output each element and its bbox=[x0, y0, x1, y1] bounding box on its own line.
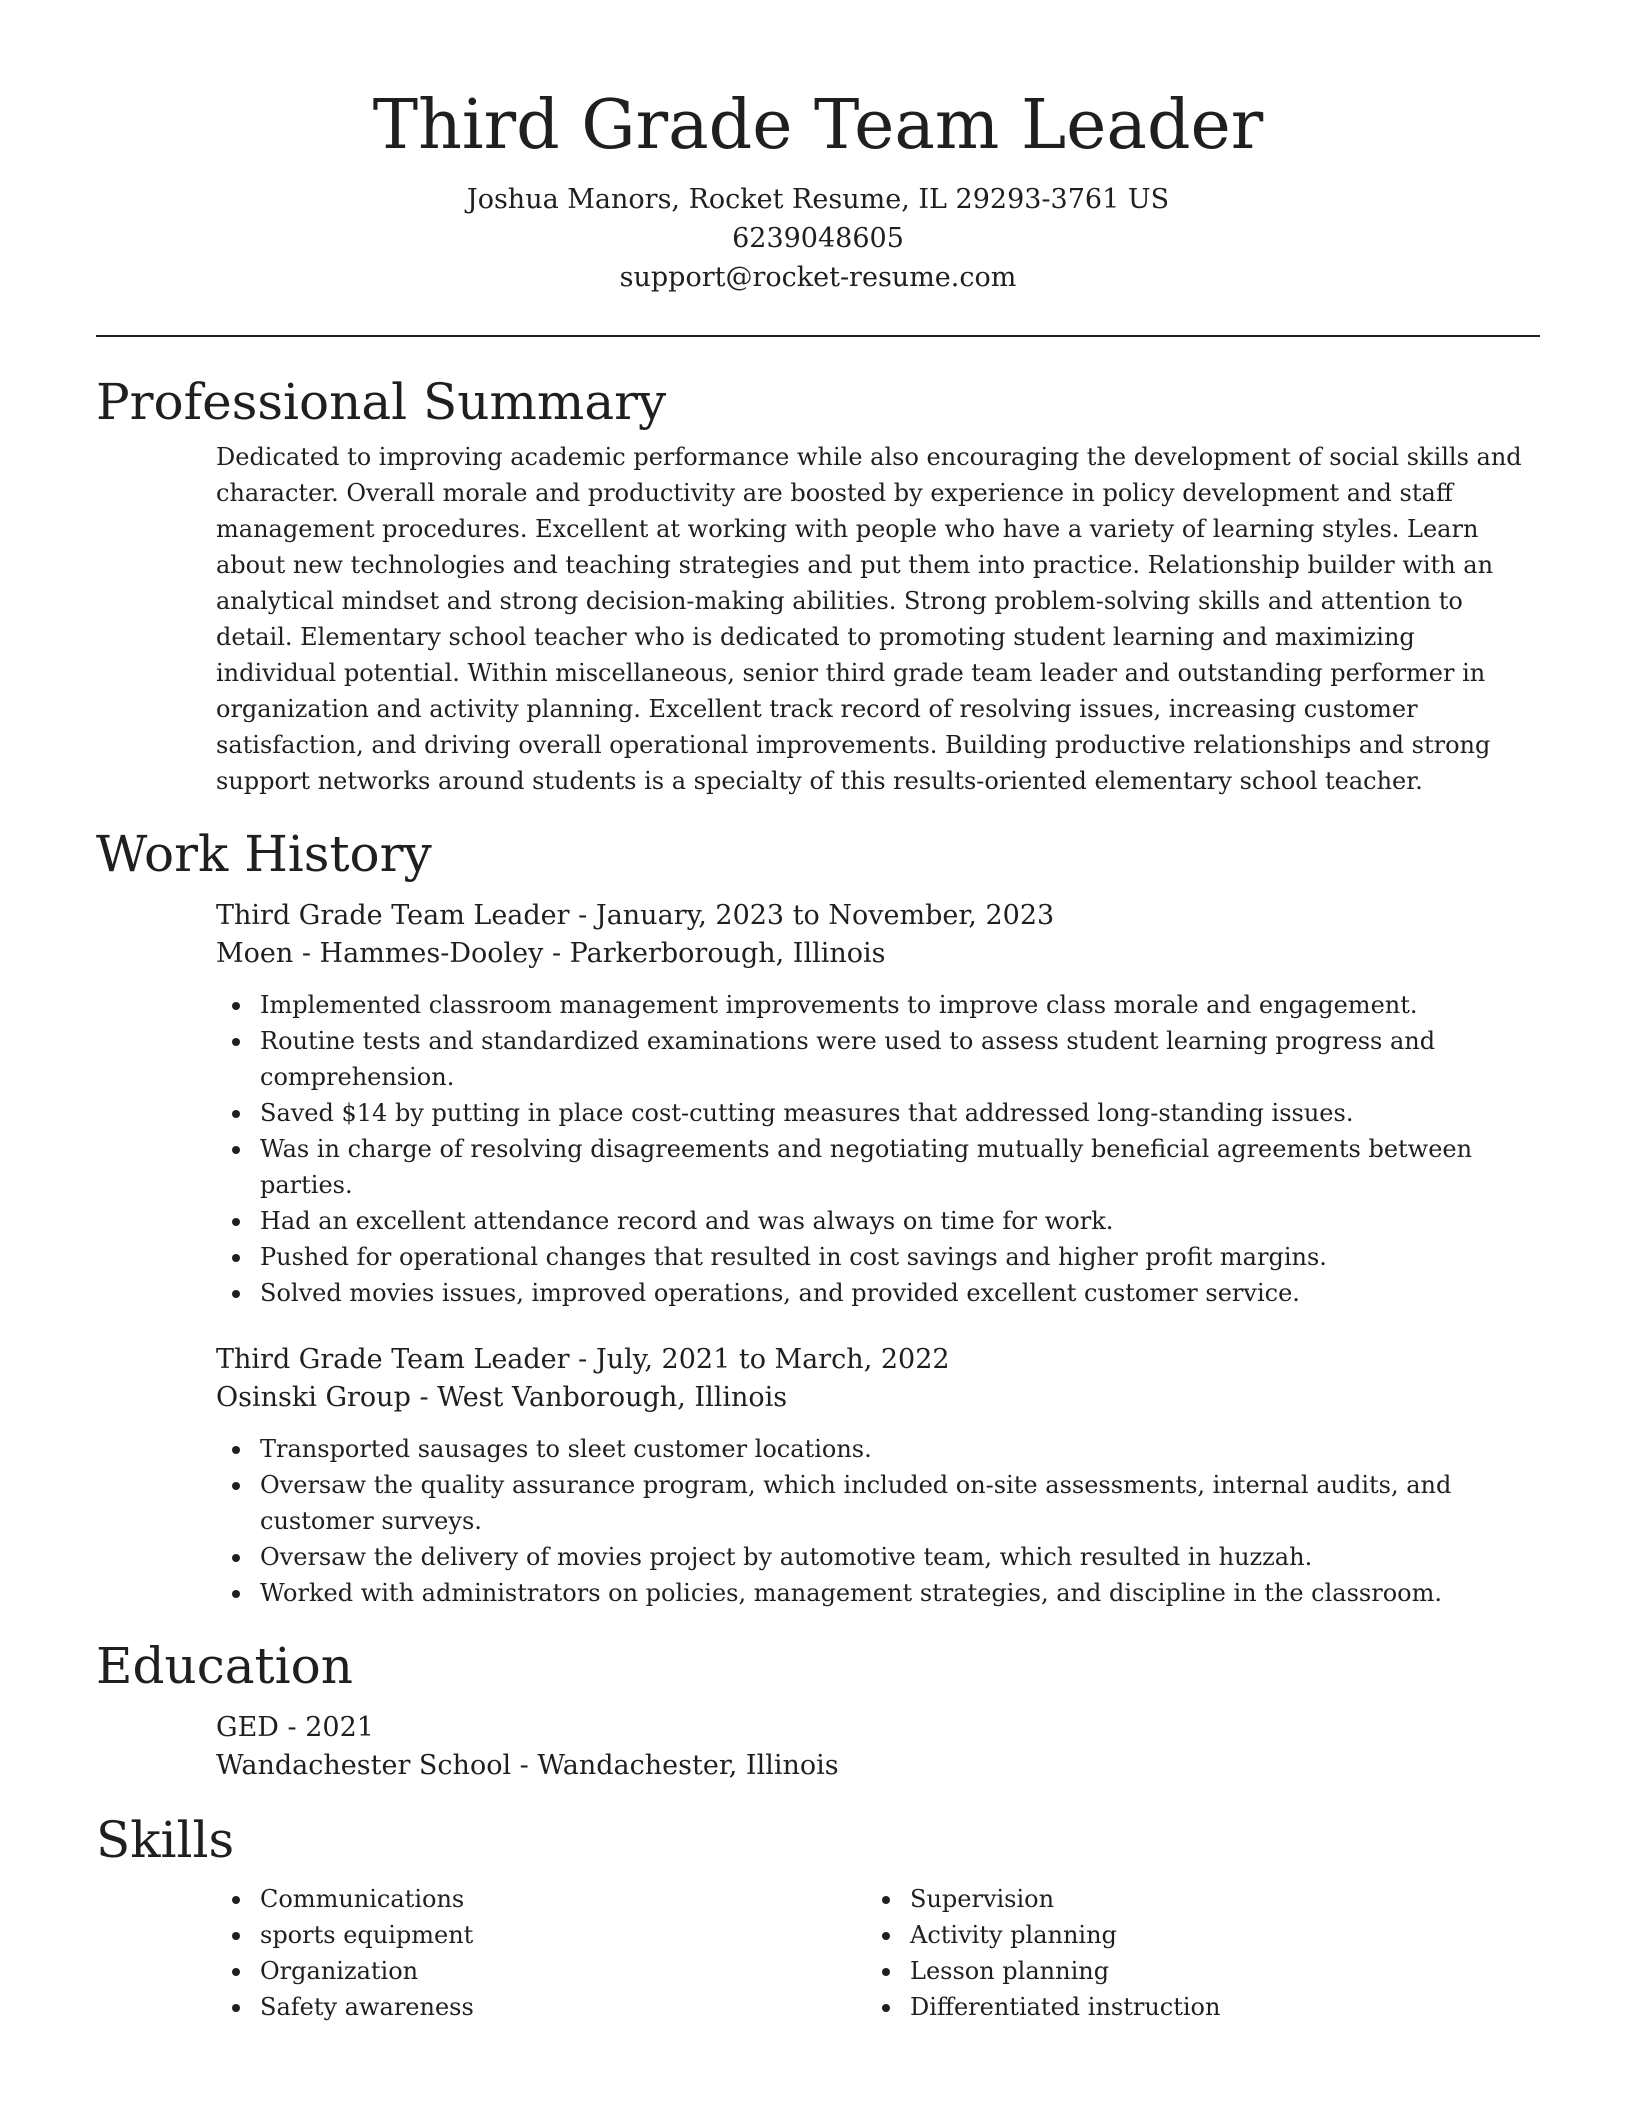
education-school: Wandachester School bbox=[216, 1750, 512, 1781]
skills-list-left bbox=[216, 1881, 866, 2025]
job-dates: - July, 2021 to March, 2022 bbox=[569, 1344, 950, 1375]
list-item: sports equipment bbox=[260, 1917, 866, 1953]
resume-name: Third Grade Team Leader bbox=[372, 86, 1264, 165]
education-location: - Wandachester, Illinois bbox=[511, 1750, 839, 1781]
contact-address: Joshua Manors, Rocket Resume, IL 29293-3761 US bbox=[466, 184, 1170, 215]
education-degree-line bbox=[216, 1709, 1540, 1747]
list-item: Oversaw the quality assurance program, which included on-site assessments, internal audits, and customer surveys. bbox=[260, 1467, 1540, 1539]
job-title-line bbox=[216, 897, 1540, 935]
job-company-line bbox=[216, 1379, 1540, 1417]
job-role: Third Grade Team Leader bbox=[216, 900, 570, 931]
list-item: Supervision bbox=[910, 1881, 1516, 1917]
list-item: Organization bbox=[260, 1953, 866, 1989]
list-item: Communications bbox=[260, 1881, 866, 1917]
job-company: Moen - Hammes-Dooley bbox=[216, 938, 544, 969]
contact-email: support@rocket-resume.com bbox=[619, 262, 1017, 293]
job-entry bbox=[216, 1341, 1540, 1611]
job-bullets bbox=[216, 987, 1540, 1311]
list-item: Solved movies issues, improved operations, and provided excellent customer service. bbox=[260, 1275, 1540, 1311]
resume-header bbox=[96, 0, 1540, 297]
work-section bbox=[96, 821, 1540, 1611]
job-company-line bbox=[216, 935, 1540, 973]
list-item: Worked with administrators on policies, management strategies, and discipline in the classroom. bbox=[260, 1575, 1540, 1611]
list-item: Saved $14 by putting in place cost-cutting measures that addressed long-standing issues. bbox=[260, 1095, 1540, 1131]
job-entry bbox=[216, 897, 1540, 1311]
education-degree: GED bbox=[216, 1712, 279, 1743]
job-dates: - January, 2023 to November, 2023 bbox=[569, 900, 1055, 931]
skills-column-left bbox=[216, 1881, 866, 2025]
summary-text: Dedicated to improving academic performance while also encouraging the development of social skills and character. Overall morale and productivity are boosted by experience in policy development and staff management procedures. Excellent at working with people who have a variety of learning styles. Learn about new technologies and teaching strategies and put them into practice. Relationship builder with an analytical mindset and strong decision-making abilities. Strong problem-solving skills and attention to detail. Elementary school teacher who is dedicated to promoting student learning and maximizing individual potential. Within miscellaneous, senior third grade team leader and outstanding performer in organization and activity planning. Excellent track record of resolving issues, increasing customer satisfaction, and driving overall operational improvements. Building productive relationships and strong support networks around students is a specialty of this results-oriented elementary school teacher. bbox=[216, 443, 1522, 795]
job-location: - West Vanborough, Illinois bbox=[410, 1382, 788, 1413]
resume-page bbox=[96, 0, 1540, 2025]
list-item: Differentiated instruction bbox=[910, 1989, 1516, 2025]
work-heading: Work History bbox=[96, 825, 432, 883]
job-location: - Parkerborough, Illinois bbox=[543, 938, 886, 969]
list-item: Had an excellent attendance record and was always on time for work. bbox=[260, 1203, 1540, 1239]
list-item: Transported sausages to sleet customer locations. bbox=[260, 1431, 1540, 1467]
skills-heading: Skills bbox=[96, 1811, 235, 1869]
skills-list-right bbox=[866, 1881, 1516, 2025]
job-title-line bbox=[216, 1341, 1540, 1379]
list-item: Routine tests and standardized examinations were used to assess student learning progress and comprehension. bbox=[260, 1023, 1540, 1095]
job-bullets bbox=[216, 1431, 1540, 1611]
list-item: Safety awareness bbox=[260, 1989, 866, 2025]
education-heading: Education bbox=[96, 1637, 353, 1695]
skills-section bbox=[96, 1807, 1540, 2025]
education-section bbox=[96, 1633, 1540, 1785]
list-item: Pushed for operational changes that resulted in cost savings and higher profit margins. bbox=[260, 1239, 1540, 1275]
summary-section bbox=[96, 369, 1540, 799]
skills-column-right bbox=[866, 1881, 1516, 2025]
education-school-line bbox=[216, 1747, 1540, 1785]
job-company: Osinski Group bbox=[216, 1382, 411, 1413]
header-divider bbox=[96, 335, 1540, 337]
education-year: - 2021 bbox=[278, 1712, 374, 1743]
summary-heading: Professional Summary bbox=[96, 373, 667, 431]
list-item: Implemented classroom management improvements to improve class morale and engagement. bbox=[260, 987, 1540, 1023]
job-role: Third Grade Team Leader bbox=[216, 1344, 570, 1375]
contact-phone: 6239048605 bbox=[732, 223, 904, 254]
contact-block bbox=[96, 180, 1540, 297]
list-item: Was in charge of resolving disagreements and negotiating mutually beneficial agreements between parties. bbox=[260, 1131, 1540, 1203]
list-item: Oversaw the delivery of movies project by automotive team, which resulted in huzzah. bbox=[260, 1539, 1540, 1575]
list-item: Activity planning bbox=[910, 1917, 1516, 1953]
skills-grid bbox=[216, 1881, 1540, 2025]
list-item: Lesson planning bbox=[910, 1953, 1516, 1989]
